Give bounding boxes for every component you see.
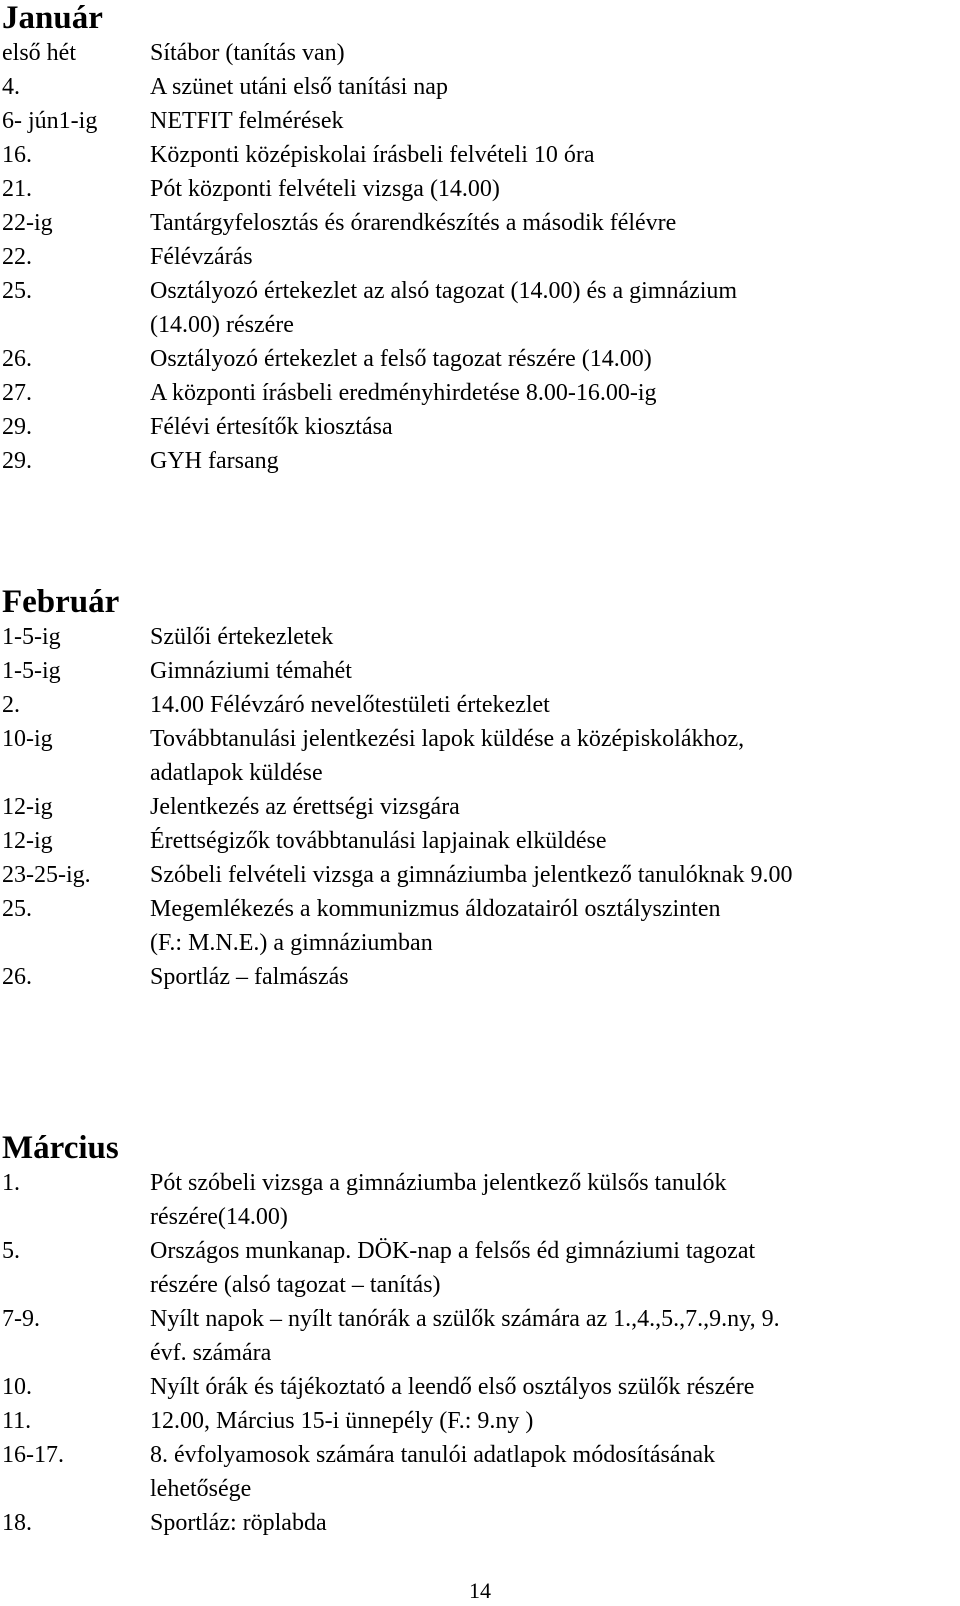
event-date: 26. xyxy=(2,964,32,990)
event-row xyxy=(2,444,952,478)
event-row xyxy=(2,104,952,138)
month-section-marcius xyxy=(2,1130,952,1540)
event-date: 22-ig xyxy=(2,210,53,236)
event-description-line: évf. számára xyxy=(150,1340,272,1366)
event-description-line: 12.00, Március 15-i ünnepély (F.: 9.ny ) xyxy=(150,1408,534,1434)
event-description xyxy=(150,36,952,70)
event-description-line: adatlapok küldése xyxy=(150,760,323,786)
event-date: 22. xyxy=(2,244,32,270)
event-description-line: Továbbtanulási jelentkezési lapok küldése a középiskolákhoz, xyxy=(150,726,745,752)
page-number: 14 xyxy=(469,1578,491,1603)
event-row xyxy=(2,858,952,892)
event-row xyxy=(2,892,952,960)
event-row xyxy=(2,1370,952,1404)
event-description-line: részére(14.00) xyxy=(150,1204,288,1230)
event-date: 10-ig xyxy=(2,726,53,752)
event-row xyxy=(2,342,952,376)
event-date: 18. xyxy=(2,1510,32,1536)
event-date: 10. xyxy=(2,1374,32,1400)
event-description-line: Félévzárás xyxy=(150,244,253,270)
event-description xyxy=(150,1404,952,1438)
event-description-line: (14.00) részére xyxy=(150,312,294,338)
event-description xyxy=(150,70,952,104)
event-date: 16-17. xyxy=(2,1442,64,1468)
event-row xyxy=(2,1506,952,1540)
event-date: 6- jún1-ig xyxy=(2,108,98,134)
event-row xyxy=(2,138,952,172)
event-description xyxy=(150,620,952,654)
event-date: 25. xyxy=(2,278,32,304)
event-description xyxy=(150,1234,952,1302)
event-description xyxy=(150,824,952,858)
event-description-line: Osztályozó értekezlet a felső tagozat részére (14.00) xyxy=(150,346,652,372)
event-date: 1-5-ig xyxy=(2,624,61,650)
month-title: Február xyxy=(2,584,120,620)
month-section-januar xyxy=(2,0,952,478)
event-description-line: Sportláz – falmászás xyxy=(150,964,349,990)
event-description-line: GYH farsang xyxy=(150,448,279,474)
month-title: Március xyxy=(2,1130,119,1166)
event-row xyxy=(2,722,952,790)
event-list xyxy=(2,1166,952,1540)
event-description xyxy=(150,172,952,206)
event-description xyxy=(150,1438,952,1506)
event-date: 12-ig xyxy=(2,794,53,820)
event-description xyxy=(150,790,952,824)
event-description-line: lehetősége xyxy=(150,1476,252,1502)
event-description xyxy=(150,240,952,274)
event-description-line: Osztályozó értekezlet az alsó tagozat (14.00) és a gimnázium xyxy=(150,278,738,304)
event-row xyxy=(2,790,952,824)
event-row xyxy=(2,1438,952,1506)
event-description-line: 14.00 Félévzáró nevelőtestületi értekezlet xyxy=(150,692,550,718)
event-description-line: 8. évfolyamosok számára tanulói adatlapok módosításának xyxy=(150,1442,716,1468)
event-row xyxy=(2,960,952,994)
event-description-line: Jelentkezés az érettségi vizsgára xyxy=(150,794,460,820)
event-date: 29. xyxy=(2,448,32,474)
event-row xyxy=(2,688,952,722)
event-date: 26. xyxy=(2,346,32,372)
event-date: 11. xyxy=(2,1408,32,1434)
event-description-line: A szünet utáni első tanítási nap xyxy=(150,74,448,100)
event-description-line: Központi középiskolai írásbeli felvételi 10 óra xyxy=(150,142,595,168)
event-date: 5. xyxy=(2,1238,20,1264)
event-row xyxy=(2,70,952,104)
event-row xyxy=(2,410,952,444)
event-description xyxy=(150,960,952,994)
event-description xyxy=(150,688,952,722)
event-date: 1. xyxy=(2,1170,20,1196)
event-description-line: Nyílt napok – nyílt tanórák a szülők számára az 1.,4.,5.,7.,9.ny, 9. xyxy=(150,1306,780,1332)
event-description xyxy=(150,1370,952,1404)
event-date: első hét xyxy=(2,40,76,66)
month-section-februar xyxy=(2,584,952,994)
event-date: 21. xyxy=(2,176,32,202)
event-description xyxy=(150,104,952,138)
event-description-line: Sítábor (tanítás van) xyxy=(150,40,345,66)
event-description-line: részére (alsó tagozat – tanítás) xyxy=(150,1272,441,1298)
event-date: 29. xyxy=(2,414,32,440)
event-description-line: (F.: M.N.E.) a gimnáziumban xyxy=(150,930,433,956)
month-title: Január xyxy=(2,0,103,36)
event-row xyxy=(2,172,952,206)
event-description xyxy=(150,410,952,444)
event-description xyxy=(150,444,952,478)
event-list xyxy=(2,36,952,478)
event-date: 2. xyxy=(2,692,20,718)
event-row xyxy=(2,36,952,70)
event-description xyxy=(150,274,952,342)
event-row xyxy=(2,654,952,688)
event-row xyxy=(2,240,952,274)
event-row xyxy=(2,274,952,342)
event-row xyxy=(2,620,952,654)
event-description-line: Nyílt órák és tájékoztató a leendő első osztályos szülők részére xyxy=(150,1374,755,1400)
event-description-line: Szóbeli felvételi vizsga a gimnáziumba jelentkező tanulóknak 9.00 xyxy=(150,862,793,888)
event-description xyxy=(150,654,952,688)
event-description xyxy=(150,858,952,892)
event-date: 1-5-ig xyxy=(2,658,61,684)
event-row xyxy=(2,1166,952,1234)
event-description-line: Sportláz: röplabda xyxy=(150,1510,327,1536)
event-date: 25. xyxy=(2,896,32,922)
event-description-line: Országos munkanap. DÖK-nap a felsős éd gimnáziumi tagozat xyxy=(150,1238,756,1264)
event-list xyxy=(2,620,952,994)
event-row xyxy=(2,1302,952,1370)
event-description-line: Érettségizők továbbtanulási lapjainak elküldése xyxy=(150,828,607,854)
event-description xyxy=(150,376,952,410)
event-description-line: Pót központi felvételi vizsga (14.00) xyxy=(150,176,500,202)
event-description-line: Félévi értesítők kiosztása xyxy=(150,414,393,440)
event-description xyxy=(150,138,952,172)
event-description-line: Tantárgyfelosztás és órarendkészítés a második félévre xyxy=(150,210,677,236)
event-description xyxy=(150,342,952,376)
event-description xyxy=(150,1506,952,1540)
event-date: 16. xyxy=(2,142,32,168)
event-row xyxy=(2,376,952,410)
event-description-line: A központi írásbeli eredményhirdetése 8.00-16.00-ig xyxy=(150,380,657,406)
event-date: 7-9. xyxy=(2,1306,40,1332)
event-description-line: Szülői értekezletek xyxy=(150,624,334,650)
event-date: 12-ig xyxy=(2,828,53,854)
event-row xyxy=(2,1234,952,1302)
event-date: 23-25-ig. xyxy=(2,862,91,888)
event-description-line: Pót szóbeli vizsga a gimnáziumba jelentkező külsős tanulók xyxy=(150,1170,727,1196)
event-description xyxy=(150,206,952,240)
event-row xyxy=(2,1404,952,1438)
event-row xyxy=(2,206,952,240)
event-description-line: Megemlékezés a kommunizmus áldozatairól osztályszinten xyxy=(150,896,721,922)
event-row xyxy=(2,824,952,858)
event-description xyxy=(150,722,952,790)
event-description-line: NETFIT felmérések xyxy=(150,108,344,134)
event-description xyxy=(150,1166,952,1234)
event-description xyxy=(150,1302,952,1370)
event-date: 27. xyxy=(2,380,32,406)
event-description-line: Gimnáziumi témahét xyxy=(150,658,352,684)
event-date: 4. xyxy=(2,74,20,100)
event-description xyxy=(150,892,952,960)
